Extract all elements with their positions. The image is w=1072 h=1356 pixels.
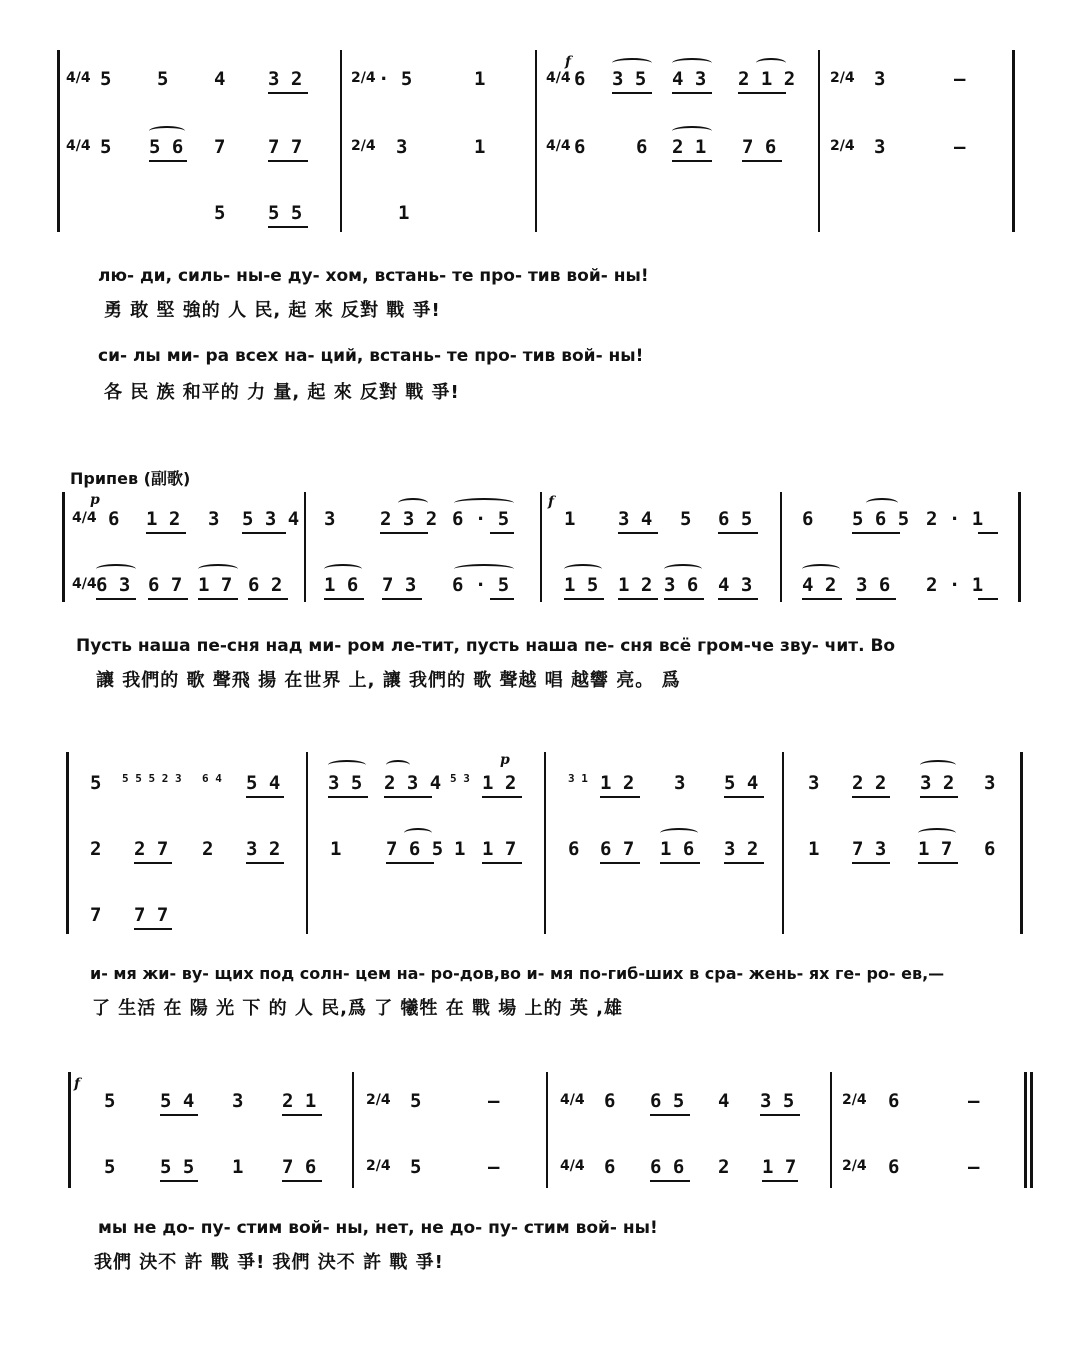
slur (454, 564, 514, 574)
time-signature: 4/4 (560, 1092, 585, 1108)
note: 1 (808, 838, 820, 860)
underline (134, 862, 172, 864)
underline (198, 598, 238, 600)
note: 1 (564, 508, 576, 530)
underline (246, 862, 284, 864)
note: 5 4 (246, 772, 281, 794)
dynamic-mark: f (565, 54, 572, 70)
slur (564, 564, 602, 574)
lyric-line: 我們 決不 許 戰 爭! 我們 決不 許 戰 爭! (94, 1252, 444, 1273)
slur (920, 760, 956, 770)
barline (535, 50, 537, 232)
note: 4 2 (802, 574, 837, 596)
underline (618, 532, 658, 534)
underline (380, 532, 428, 534)
time-signature: 2/4 (366, 1158, 391, 1174)
barline (1030, 1072, 1033, 1188)
note: 6 (888, 1090, 900, 1112)
note: 5 (100, 136, 112, 158)
note: 2 (202, 838, 214, 860)
underline (482, 862, 522, 864)
note: 3 (232, 1090, 244, 1112)
dynamic-mark: f (74, 1076, 81, 1092)
barline (780, 492, 782, 602)
underline (718, 532, 758, 534)
underline (96, 598, 136, 600)
lyric-line: 勇 敢 堅 強的 人 民, 起 來 反對 戰 爭! (104, 300, 441, 321)
note: 1 (398, 202, 410, 224)
underline (600, 796, 640, 798)
note: 5 (104, 1090, 116, 1112)
slur (328, 760, 366, 770)
note: 1 (474, 68, 486, 90)
note: 7 7 (134, 904, 169, 926)
note: 7 (214, 136, 226, 158)
note: 6 3 (96, 574, 131, 596)
underline (650, 1180, 690, 1182)
underline (742, 160, 782, 162)
slur (398, 498, 428, 508)
underline (724, 796, 764, 798)
note: 1 7 (918, 838, 953, 860)
underline (246, 796, 284, 798)
note: 3 5 (328, 772, 363, 794)
underline (268, 226, 308, 228)
time-signature: 2/4 (842, 1158, 867, 1174)
note: 6 7 (600, 838, 635, 860)
time-signature: 4/4 (72, 510, 97, 526)
note: 3 (208, 508, 220, 530)
underline (802, 598, 842, 600)
note: — (954, 68, 966, 90)
barline (1024, 1072, 1027, 1188)
barline (352, 1072, 354, 1188)
underline (134, 928, 172, 930)
note: — (488, 1156, 500, 1178)
underline (282, 1180, 322, 1182)
barline (68, 1072, 71, 1188)
underline (978, 598, 998, 600)
note: 3 (324, 508, 336, 530)
slur (918, 828, 956, 838)
time-signature: 2/4 (830, 138, 855, 154)
underline (328, 796, 368, 798)
underline (282, 1114, 322, 1116)
underline (664, 598, 704, 600)
time-signature: 4/4 (546, 138, 571, 154)
note: 5 4 (160, 1090, 195, 1112)
note: 7 (90, 904, 102, 926)
note: 7 3 (382, 574, 417, 596)
underline (490, 598, 514, 600)
note: 3 1 (568, 772, 588, 785)
note: 5 (214, 202, 226, 224)
barline (1018, 492, 1021, 602)
barline (818, 50, 820, 232)
note: 1 6 (324, 574, 359, 596)
barline (830, 1072, 832, 1188)
note: 6 (802, 508, 814, 530)
time-signature: 4/4 (72, 576, 97, 592)
underline (382, 598, 422, 600)
underline (856, 598, 896, 600)
note: 7 7 (268, 136, 303, 158)
underline (978, 532, 998, 534)
note: 5 (157, 68, 169, 90)
underline (918, 862, 958, 864)
lyric-line: 讓 我們的 歌 聲飛 揚 在世界 上, 讓 我們的 歌 聲越 唱 越響 亮。 爲 (96, 670, 681, 691)
note: 4 (718, 1090, 730, 1112)
note: 2 7 (134, 838, 169, 860)
note: 6 (604, 1090, 616, 1112)
barline (66, 752, 69, 934)
underline (268, 92, 308, 94)
note: 1 2 (618, 574, 653, 596)
barline (782, 752, 784, 934)
underline (386, 862, 434, 864)
note: 6 · 5 (452, 574, 510, 596)
note: 4 3 (672, 68, 707, 90)
underline (160, 1114, 198, 1116)
underline (600, 862, 640, 864)
slur (404, 828, 432, 838)
underline (852, 862, 890, 864)
barline (540, 492, 542, 602)
note: — (968, 1090, 980, 1112)
note: 6 (574, 136, 586, 158)
underline (248, 598, 288, 600)
underline (146, 532, 186, 534)
underline (482, 796, 522, 798)
underline (660, 862, 700, 864)
time-signature: 2/4 (351, 138, 376, 154)
note: 5 (680, 508, 692, 530)
underline (268, 160, 308, 162)
dynamic-mark: f (548, 494, 555, 510)
note: 6 (108, 508, 120, 530)
note: 1 7 (198, 574, 233, 596)
note: 6 5 (650, 1090, 685, 1112)
time-signature: 2/4 (830, 70, 855, 86)
underline (762, 1180, 798, 1182)
slur (149, 126, 185, 136)
dynamic-mark: p (500, 752, 510, 768)
slur (324, 564, 362, 574)
note: 6 · 5 (452, 508, 510, 530)
slur (664, 564, 702, 574)
note: 6 7 (148, 574, 183, 596)
note: — (954, 136, 966, 158)
note: 4 3 (718, 574, 753, 596)
underline (724, 862, 764, 864)
note: 1 2 (482, 772, 517, 794)
note: 1 2 (146, 508, 181, 530)
underline (738, 92, 786, 94)
lyric-line: и- мя жи- ву- щих под солн- цем на- ро-дов,во и- мя по-гиб-ших в сра- жень- ях ге- ро- ев,— (90, 964, 945, 983)
barline (1012, 50, 1015, 232)
note: 4 (214, 68, 226, 90)
note: 3 (984, 772, 996, 794)
underline (672, 92, 712, 94)
barline (62, 492, 65, 602)
note: 2 3 2 (380, 508, 438, 530)
underline (618, 598, 658, 600)
underline (852, 532, 900, 534)
note: — (488, 1090, 500, 1112)
barline (57, 50, 60, 232)
note: 3 5 (612, 68, 647, 90)
note: 5 3 4 (242, 508, 300, 530)
lyric-line: си- лы ми- ра всех на- ций, встань- те про- тив вой- ны! (98, 346, 644, 366)
note: — (968, 1156, 980, 1178)
note: 5 (410, 1090, 422, 1112)
slur (96, 564, 136, 574)
lyric-line: лю- ди, силь- ны-е ду- хом, встань- те про- тив вой- ны! (98, 266, 649, 286)
note: 7 6 (282, 1156, 317, 1178)
underline (672, 160, 712, 162)
barline (340, 50, 342, 232)
slur (802, 564, 840, 574)
note: · 5 (378, 68, 413, 90)
system-3 (0, 752, 1072, 936)
note: 1 (474, 136, 486, 158)
underline (852, 796, 890, 798)
note: 6 5 (718, 508, 753, 530)
note: 3 2 (246, 838, 281, 860)
note: 5 5 5 2 3 (122, 772, 182, 785)
slur (672, 58, 712, 68)
lyric-line: мы не до- пу- стим вой- ны, нет, не до- пу- стим вой- ны! (98, 1218, 658, 1238)
note: 5 4 (724, 772, 759, 794)
note: 5 3 (450, 772, 470, 785)
note: 7 6 (742, 136, 777, 158)
note: 2 1 (672, 136, 707, 158)
note: 3 6 (856, 574, 891, 596)
note: 1 (454, 838, 466, 860)
underline (650, 1114, 690, 1116)
note: 3 5 (760, 1090, 795, 1112)
slur (660, 828, 698, 838)
note: 5 6 (149, 136, 184, 158)
system-2 (0, 492, 1072, 604)
note: 5 (104, 1156, 116, 1178)
barline (304, 492, 306, 602)
note: 5 (90, 772, 102, 794)
lyric-line: 了 生活 在 陽 光 下 的 人 民,爲 了 犧牲 在 戰 場 上的 英 ,雄 (92, 998, 623, 1019)
note: 6 (888, 1156, 900, 1178)
note: 2 3 4 (384, 772, 442, 794)
system-1 (0, 50, 1072, 235)
barline (546, 1072, 548, 1188)
underline (920, 796, 958, 798)
note: 3 6 (664, 574, 699, 596)
note: 3 2 (268, 68, 303, 90)
note: 6 4 (202, 772, 222, 785)
note: 6 (574, 68, 586, 90)
note: 3 4 (618, 508, 653, 530)
slur (612, 58, 652, 68)
note: 1 (330, 838, 342, 860)
note: 5 (410, 1156, 422, 1178)
lyric-line: Пусть наша пе-сня над ми- ром ле-тит, пусть наша пе- сня всё гром-че зву- чит. Во (76, 636, 896, 656)
note: 3 (808, 772, 820, 794)
note: 2 1 2 (738, 68, 796, 90)
note: 3 (874, 68, 886, 90)
time-signature: 4/4 (66, 138, 91, 154)
note: 6 (604, 1156, 616, 1178)
time-signature: 2/4 (351, 70, 376, 86)
note: 7 3 (852, 838, 887, 860)
time-signature: 4/4 (546, 70, 571, 86)
note: 6 (984, 838, 996, 860)
time-signature: 4/4 (66, 70, 91, 86)
note: 2 1 (282, 1090, 317, 1112)
note: 6 (568, 838, 580, 860)
note: 1 5 (564, 574, 599, 596)
underline (149, 160, 187, 162)
underline (242, 532, 286, 534)
note: 5 5 (160, 1156, 195, 1178)
time-signature: 2/4 (842, 1092, 867, 1108)
underline (160, 1180, 198, 1182)
slur (866, 498, 898, 508)
underline (324, 598, 364, 600)
slur (198, 564, 238, 574)
note: 6 (636, 136, 648, 158)
underline (612, 92, 652, 94)
note: 2 · 1 (926, 574, 984, 596)
section-label: Припев (副歌) (70, 469, 191, 488)
note: 3 (674, 772, 686, 794)
slur (672, 126, 712, 136)
time-signature: 2/4 (366, 1092, 391, 1108)
note: 2 (718, 1156, 730, 1178)
note: 6 2 (248, 574, 283, 596)
time-signature: 4/4 (560, 1158, 585, 1174)
note: 3 (874, 136, 886, 158)
note: 3 2 (920, 772, 955, 794)
note: 1 7 (762, 1156, 797, 1178)
note: 1 7 (482, 838, 517, 860)
note: 1 2 (600, 772, 635, 794)
system-4 (0, 1072, 1072, 1190)
slur (756, 58, 786, 68)
note: 2 · 1 (926, 508, 984, 530)
note: 3 (396, 136, 408, 158)
underline (760, 1114, 800, 1116)
slur (386, 760, 410, 770)
lyric-line: 各 民 族 和平的 力 量, 起 來 反對 戰 爭! (104, 382, 460, 403)
slur (454, 498, 514, 508)
barline (544, 752, 546, 934)
note: 2 (90, 838, 102, 860)
dynamic-mark: p (90, 492, 100, 508)
note: 2 2 (852, 772, 887, 794)
barline (306, 752, 308, 934)
barline (1020, 752, 1023, 934)
note: 5 6 5 (852, 508, 910, 530)
note: 3 2 (724, 838, 759, 860)
note: 6 6 (650, 1156, 685, 1178)
note: 1 6 (660, 838, 695, 860)
note: 5 (100, 68, 112, 90)
note: 1 (232, 1156, 244, 1178)
underline (564, 598, 604, 600)
underline (148, 598, 188, 600)
note: 5 5 (268, 202, 303, 224)
underline (718, 598, 758, 600)
note: 7 6 5 (386, 838, 444, 860)
underline (384, 796, 432, 798)
underline (490, 532, 514, 534)
